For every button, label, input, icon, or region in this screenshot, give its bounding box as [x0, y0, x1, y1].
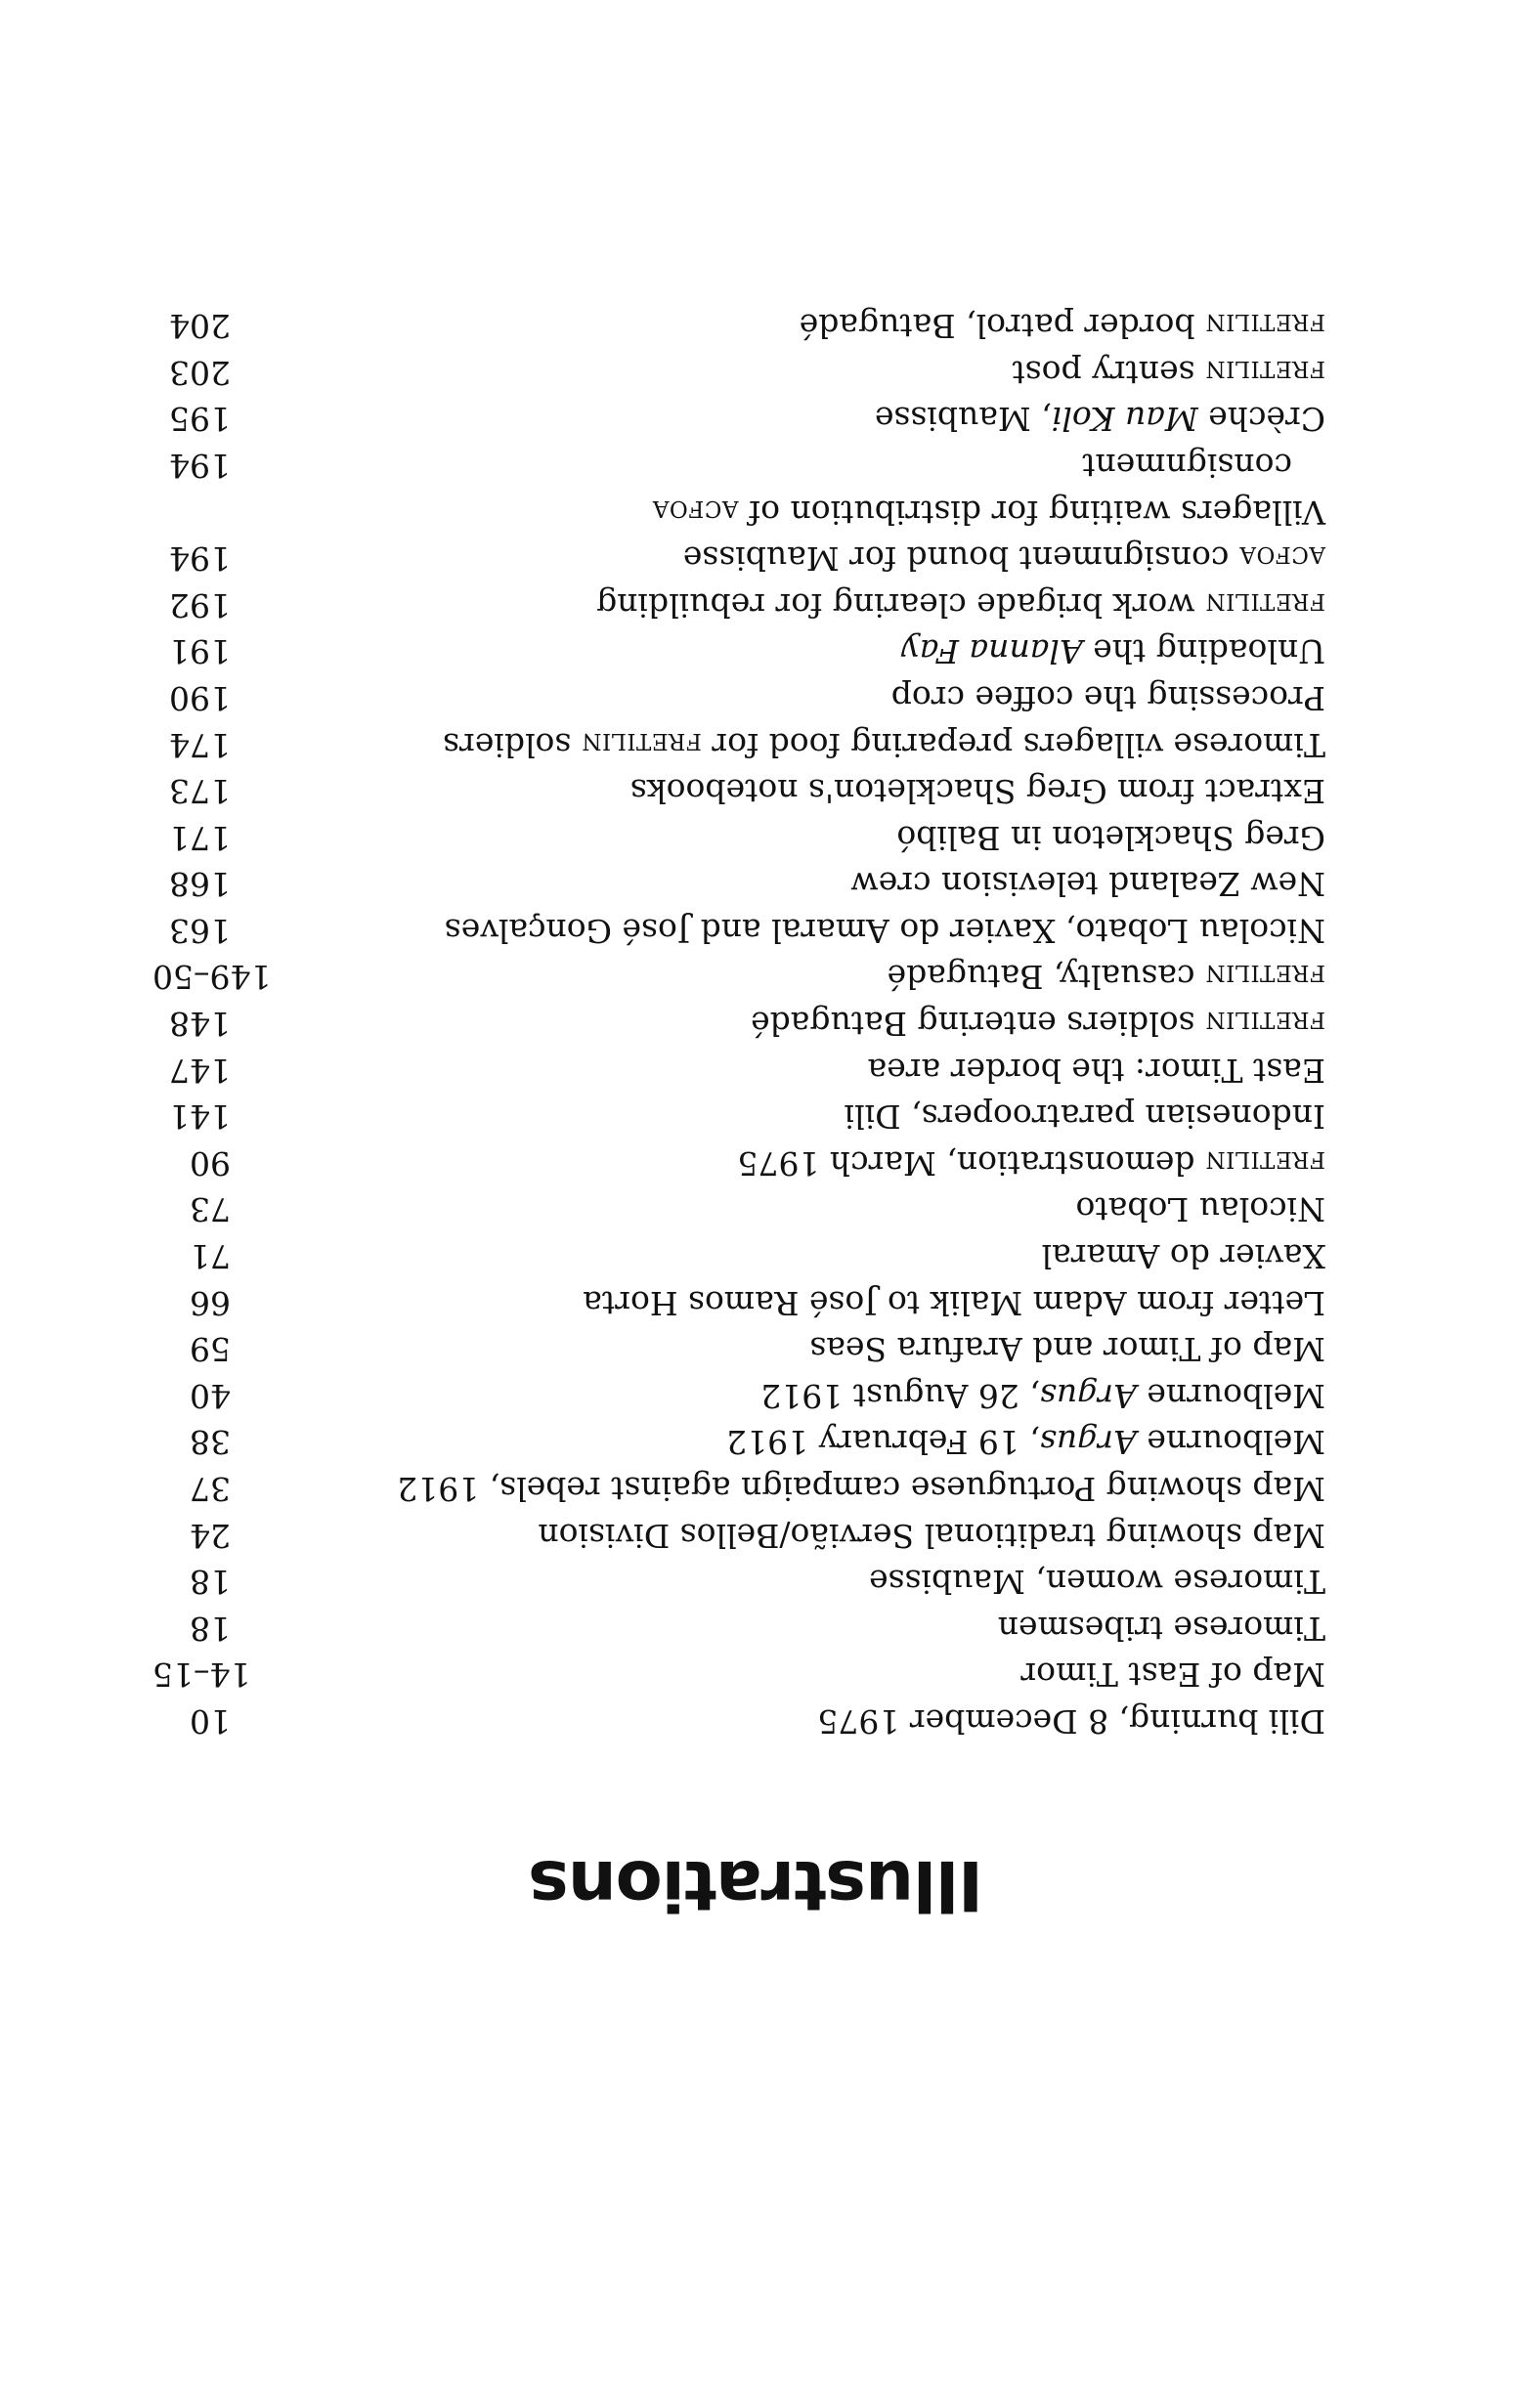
entry-page: 191 [169, 632, 231, 671]
entry-page: 173 [169, 772, 231, 811]
entry-page: 168 [169, 865, 231, 904]
list-item [152, 1140, 1325, 1186]
entry-title: Unloading the Alanna Fay [901, 632, 1325, 671]
entry-title: fretilin casualty, Batugadé [887, 958, 1325, 997]
list-item [152, 1465, 1325, 1512]
list-item [152, 1372, 1325, 1419]
entry-title: acfoa consignment bound for Maubisse [682, 539, 1325, 579]
entry-title: Map of East Timor [1020, 1656, 1325, 1695]
entry-page: 18 [190, 1609, 231, 1648]
entry-title: Melbourne Argus, 19 February 1912 [726, 1423, 1325, 1462]
entry-title: Map showing traditional Servião/Bellos Division [538, 1516, 1325, 1555]
list-item [152, 674, 1325, 721]
entry-page: 73 [190, 1190, 231, 1229]
entry-page: 203 [169, 353, 231, 392]
list-item [152, 1652, 1325, 1698]
list-item [152, 1001, 1325, 1048]
list-item [152, 1094, 1325, 1140]
entry-page: 171 [169, 818, 231, 857]
entry-title: Greg Shackleton in Balibó [896, 818, 1325, 857]
entry-page: 195 [169, 400, 231, 439]
list-item [152, 1326, 1325, 1373]
entry-page: 40 [190, 1376, 231, 1415]
entry-title: Map of Timor and Arafura Seas [809, 1330, 1325, 1369]
entry-title: fretilin sentry post [1012, 353, 1325, 392]
entry-title: Extract from Greg Shackleton's notebooks [629, 772, 1325, 811]
entry-title: Timorese tribesmen [997, 1609, 1325, 1648]
list-item [152, 396, 1325, 443]
entry-page: 204 [169, 307, 231, 346]
list-item [152, 628, 1325, 675]
entry-page: 90 [190, 1143, 231, 1182]
entry-title: fretilin demonstration, March 1975 [737, 1143, 1325, 1182]
entry-title: Crèche Mau Koli, Maubisse [874, 400, 1325, 439]
entry-page: 37 [190, 1470, 231, 1509]
entry-title: fretilin soldiers entering Batugadé [751, 1005, 1325, 1044]
entry-title: Villagers waiting for distribution of acfoa consignment [652, 446, 1325, 532]
list-item [152, 581, 1325, 628]
entry-title: Xavier do Amaral [1041, 1237, 1325, 1276]
list-item [152, 442, 1325, 535]
list-item [152, 721, 1325, 768]
entry-page: 59 [190, 1330, 231, 1369]
entry-title: Letter from Adam Malik to José Ramos Horta [583, 1283, 1325, 1322]
list-item [152, 1605, 1325, 1652]
list-item [152, 1047, 1325, 1094]
list-item [152, 349, 1325, 396]
list-item [152, 814, 1325, 861]
entry-title: Timorese women, Maubisse [869, 1563, 1325, 1602]
list-item [152, 1279, 1325, 1326]
entry-page: 38 [190, 1423, 231, 1462]
illustrations-list [152, 303, 1325, 1744]
entry-page: 147 [169, 1051, 231, 1090]
entry-title: Melbourne Argus, 26 August 1912 [760, 1376, 1325, 1415]
entry-title: Processing the coffee crop [890, 678, 1325, 717]
entry-page: 66 [190, 1283, 231, 1322]
entry-page: 71 [190, 1237, 231, 1276]
entry-page: 18 [190, 1563, 231, 1602]
entry-page: 174 [169, 725, 231, 764]
list-item [152, 907, 1325, 954]
entry-page: 194 [169, 446, 231, 485]
list-item [152, 954, 1325, 1001]
entry-page: 24 [190, 1516, 231, 1555]
entry-title: Map showing Portuguese campaign against rebels, 1912 [397, 1470, 1325, 1509]
entry-page: 14–15 [152, 1656, 251, 1695]
list-item [152, 1698, 1325, 1744]
entry-title: Dili burning, 8 December 1975 [817, 1702, 1325, 1741]
entry-title: Timorese villagers preparing food for fretilin soldiers [443, 725, 1325, 764]
entry-page: 192 [169, 585, 231, 624]
entry-page: 190 [169, 678, 231, 717]
entry-page: 194 [169, 539, 231, 579]
entry-title: East Timor: the border area [867, 1051, 1325, 1090]
entry-title: fretilin work brigade clearing for rebuilding [596, 585, 1325, 624]
entry-title: Nicolau Lobato [1075, 1190, 1325, 1229]
entry-title: Indonesian paratroopers, Dili [844, 1097, 1325, 1137]
list-item [152, 1512, 1325, 1559]
list-item [152, 768, 1325, 815]
list-item [152, 1419, 1325, 1466]
list-item [152, 1559, 1325, 1606]
entry-page: 149–50 [152, 958, 272, 997]
entry-title: fretilin border patrol, Batugadé [799, 307, 1325, 346]
list-item [152, 536, 1325, 582]
list-item [152, 1186, 1325, 1233]
list-item [152, 303, 1325, 350]
list-item [152, 861, 1325, 908]
entry-title: Nicolau Lobato, Xavier do Amaral and José Gonçalves [444, 911, 1325, 950]
entry-page: 163 [169, 911, 231, 950]
page-title: Illustrations [529, 1845, 983, 1925]
list-item [152, 1232, 1325, 1279]
entry-page: 148 [169, 1005, 231, 1044]
entry-page: 141 [169, 1097, 231, 1137]
entry-title: New Zealand television crew [850, 865, 1325, 904]
entry-page: 10 [190, 1702, 231, 1741]
